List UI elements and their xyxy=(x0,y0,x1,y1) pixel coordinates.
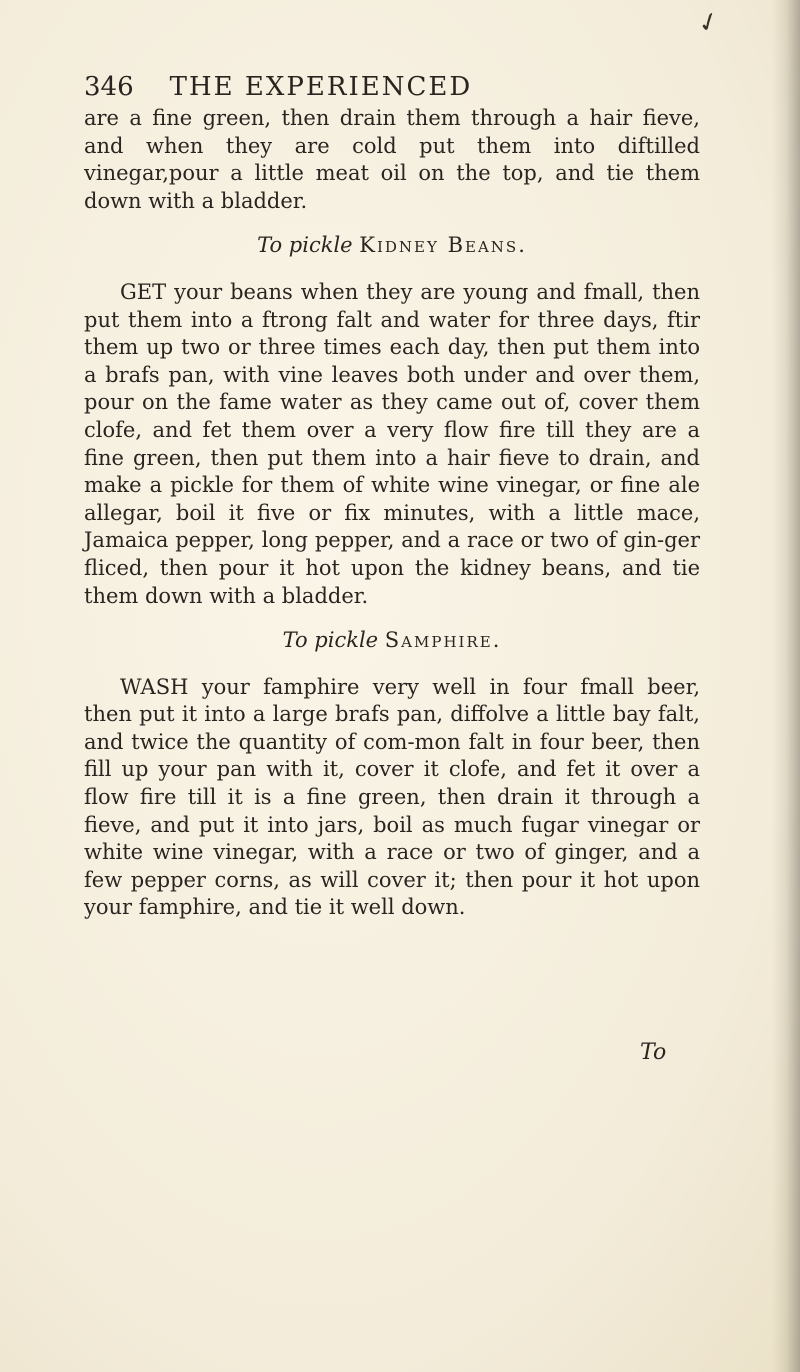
heading-italic: To pickle xyxy=(257,233,353,258)
heading-caps: Samphire. xyxy=(384,628,502,653)
heading-caps: Kidney Beans. xyxy=(359,233,527,258)
paragraph-kidney-beans: GET your beans when they are young and fmall, then put them into a ftrong falt and water for three days, ftir them up two or three times each day, then put them into a brafs pan, with vine leaves both under and over them, pour on the fame water as they came out of, cover them clofe, and fet them over a very flow fire till they are a fine green, then put them into a hair fieve to drain, and make a pickle for them of white wine vinegar, or fine ale allegar, boil it five or fix minutes, with a little mace, Jamaica pepper, long pepper, and a race or two of gin-ger fliced, then pour it hot upon the kidney beans, and tie them down with a bladder. xyxy=(84,279,700,608)
page-edge-shadow xyxy=(772,0,800,1372)
body-text xyxy=(84,105,700,922)
running-title: THE EXPERIENCED xyxy=(169,72,473,102)
section-heading-samphire xyxy=(84,627,700,655)
running-head xyxy=(84,72,684,102)
heading-italic: To pickle xyxy=(282,628,379,653)
paragraph-samphire: WASH your famphire very well in four fmall beer, then put it into a large brafs pan, diffolve a little bay falt, and twice the quantity of com-mon falt in four beer, then fill up your pan with it, cover it clofe, and fet it over a flow fire till it is a fine green, then drain it through a fieve, and put it into jars, boil as much fugar vinegar or white wine vinegar, with a race or two of ginger, and a few pepper corns, as will cover it; then pour it hot upon your famphire, and tie it well down. xyxy=(84,674,700,920)
section-heading-kidney-beans xyxy=(84,232,700,260)
page-number: 346 xyxy=(84,72,134,102)
paragraph-continued: are a fine green, then drain them through a hair fieve, and when they are cold put them into diftilled vinegar,pour a little meat oil on the top, and tie them down with a bladder. xyxy=(84,106,700,213)
catchword: To xyxy=(640,1040,667,1065)
pencil-mark: ✓ xyxy=(693,5,725,41)
